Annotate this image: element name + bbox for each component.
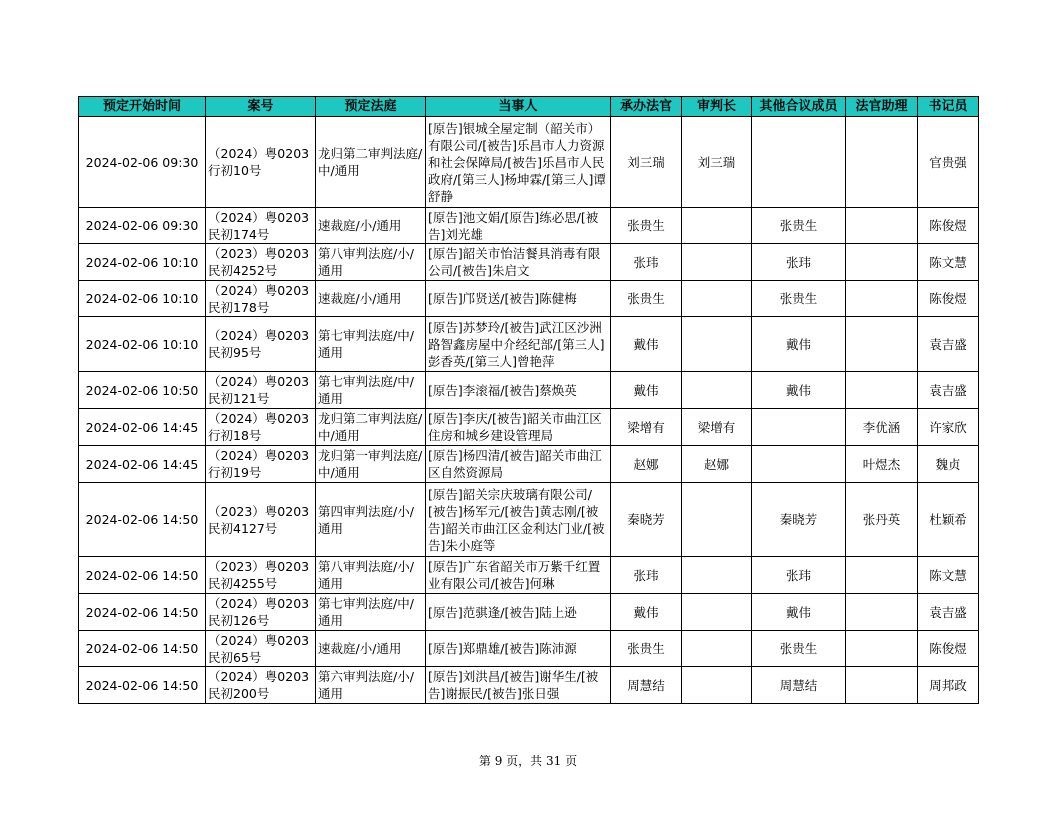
cell-chief-judge <box>682 667 752 704</box>
cell-judge-assistant <box>846 667 918 704</box>
page-number: 第 9 页，共 31 页 <box>478 754 578 768</box>
cell-chief-judge <box>682 244 752 281</box>
table-row <box>79 244 979 281</box>
cell-clerk: 陈俊煜 <box>918 631 979 667</box>
cell-scheduled-time: 2024-02-06 10:10 <box>79 317 206 372</box>
cell-judge-assistant: 张丹英 <box>846 483 918 557</box>
cell-clerk: 陈文慧 <box>918 557 979 594</box>
header-presiding-judge: 承办法官 <box>611 97 682 117</box>
cell-chief-judge <box>682 317 752 372</box>
cell-panel-members: 周慧结 <box>752 667 846 704</box>
cell-clerk: 陈俊煜 <box>918 281 979 317</box>
cell-panel-members: 秦晓芳 <box>752 483 846 557</box>
cell-presiding-judge: 戴伟 <box>611 372 682 409</box>
cell-panel-members: 张玮 <box>752 557 846 594</box>
cell-chief-judge <box>682 208 752 244</box>
cell-courtroom: 第七审判法庭/中/通用 <box>316 317 426 372</box>
cell-presiding-judge: 张贵生 <box>611 208 682 244</box>
cell-clerk: 陈文慧 <box>918 244 979 281</box>
cell-judge-assistant: 叶煜杰 <box>846 446 918 483</box>
cell-case-number: （2024）粤0203民初126号 <box>206 594 316 631</box>
table-row <box>79 631 979 667</box>
cell-chief-judge: 梁增有 <box>682 409 752 446</box>
cell-parties: [原告]李庆/[被告]韶关市曲江区住房和城乡建设管理局 <box>426 409 611 446</box>
cell-chief-judge <box>682 372 752 409</box>
cell-case-number: （2024）粤0203民初174号 <box>206 208 316 244</box>
header-chief-judge: 审判长 <box>682 97 752 117</box>
cell-panel-members <box>752 446 846 483</box>
table-row <box>79 117 979 208</box>
cell-scheduled-time: 2024-02-06 14:45 <box>79 409 206 446</box>
table-row <box>79 372 979 409</box>
cell-chief-judge <box>682 557 752 594</box>
cell-parties: [原告]李滚福/[被告]蔡焕英 <box>426 372 611 409</box>
cell-panel-members <box>752 117 846 208</box>
cell-presiding-judge: 赵娜 <box>611 446 682 483</box>
cell-case-number: （2024）粤0203行初19号 <box>206 446 316 483</box>
cell-courtroom: 龙归第二审判法庭/中/通用 <box>316 409 426 446</box>
cell-case-number: （2024）粤0203民初65号 <box>206 631 316 667</box>
cell-clerk: 官贵强 <box>918 117 979 208</box>
cell-scheduled-time: 2024-02-06 10:10 <box>79 244 206 281</box>
cell-courtroom: 龙归第一审判法庭/中/通用 <box>316 446 426 483</box>
cell-parties: [原告]池文娟/[原告]练必思/[被告]刘光雄 <box>426 208 611 244</box>
cell-chief-judge: 赵娜 <box>682 446 752 483</box>
header-scheduled-time: 预定开始时间 <box>79 97 206 117</box>
cell-presiding-judge: 张贵生 <box>611 631 682 667</box>
cell-clerk: 袁吉盛 <box>918 594 979 631</box>
cell-panel-members: 戴伟 <box>752 317 846 372</box>
cell-case-number: （2024）粤0203民初200号 <box>206 667 316 704</box>
cell-judge-assistant <box>846 594 918 631</box>
cell-case-number: （2023）粤0203民初4127号 <box>206 483 316 557</box>
table-row <box>79 557 979 594</box>
cell-panel-members: 张贵生 <box>752 208 846 244</box>
cell-scheduled-time: 2024-02-06 10:10 <box>79 281 206 317</box>
cell-case-number: （2024）粤0203行初18号 <box>206 409 316 446</box>
cell-parties: [原告]广东省韶关市万紫千红置业有限公司/[被告]何琳 <box>426 557 611 594</box>
cell-scheduled-time: 2024-02-06 09:30 <box>79 208 206 244</box>
hearing-schedule-table <box>78 96 979 704</box>
table-header-row <box>79 97 979 117</box>
cell-clerk: 许家欣 <box>918 409 979 446</box>
cell-judge-assistant: 李优涵 <box>846 409 918 446</box>
cell-scheduled-time: 2024-02-06 14:45 <box>79 446 206 483</box>
cell-presiding-judge: 梁增有 <box>611 409 682 446</box>
cell-case-number: （2023）粤0203民初4252号 <box>206 244 316 281</box>
table-row <box>79 667 979 704</box>
header-courtroom: 预定法庭 <box>316 97 426 117</box>
cell-chief-judge <box>682 594 752 631</box>
cell-clerk: 魏贞 <box>918 446 979 483</box>
cell-presiding-judge: 戴伟 <box>611 317 682 372</box>
table-row <box>79 317 979 372</box>
cell-presiding-judge: 张贵生 <box>611 281 682 317</box>
cell-parties: [原告]郑鼎雄/[被告]陈沛源 <box>426 631 611 667</box>
cell-clerk: 袁吉盛 <box>918 372 979 409</box>
cell-scheduled-time: 2024-02-06 14:50 <box>79 557 206 594</box>
cell-parties: [原告]范骐逢/[被告]陆上逊 <box>426 594 611 631</box>
cell-clerk: 杜颖希 <box>918 483 979 557</box>
cell-judge-assistant <box>846 208 918 244</box>
cell-parties: [原告]刘洪昌/[被告]谢华生/[被告]谢振民/[被告]张日强 <box>426 667 611 704</box>
header-parties: 当事人 <box>426 97 611 117</box>
cell-panel-members: 张贵生 <box>752 631 846 667</box>
table-row <box>79 409 979 446</box>
table-row <box>79 483 979 557</box>
cell-judge-assistant <box>846 281 918 317</box>
cell-chief-judge: 刘三瑞 <box>682 117 752 208</box>
cell-courtroom: 第八审判法庭/小/通用 <box>316 244 426 281</box>
header-judge-assistant: 法官助理 <box>846 97 918 117</box>
cell-parties: [原告]韶关宗庆玻璃有限公司/[被告]杨军元/[被告]黄志刚/[被告]韶关市曲江区金利达门业/[被告]朱小庭等 <box>426 483 611 557</box>
cell-chief-judge <box>682 631 752 667</box>
cell-judge-assistant <box>846 372 918 409</box>
cell-courtroom: 第七审判法庭/中/通用 <box>316 594 426 631</box>
cell-panel-members: 戴伟 <box>752 372 846 409</box>
table-row <box>79 281 979 317</box>
cell-scheduled-time: 2024-02-06 14:50 <box>79 594 206 631</box>
cell-scheduled-time: 2024-02-06 14:50 <box>79 667 206 704</box>
header-clerk: 书记员 <box>918 97 979 117</box>
cell-courtroom: 第七审判法庭/中/通用 <box>316 372 426 409</box>
cell-chief-judge <box>682 483 752 557</box>
cell-scheduled-time: 2024-02-06 14:50 <box>79 631 206 667</box>
cell-panel-members: 张贵生 <box>752 281 846 317</box>
cell-case-number: （2024）粤0203行初10号 <box>206 117 316 208</box>
cell-clerk: 周邦政 <box>918 667 979 704</box>
cell-courtroom: 速裁庭/小/通用 <box>316 208 426 244</box>
cell-parties: [原告]银城全屋定制（韶关市）有限公司/[被告]乐昌市人力资源和社会保障局/[被告]乐昌市人民政府/[第三人]杨坤霖/[第三人]谭舒静 <box>426 117 611 208</box>
cell-chief-judge <box>682 281 752 317</box>
cell-panel-members: 张玮 <box>752 244 846 281</box>
cell-presiding-judge: 周慧结 <box>611 667 682 704</box>
cell-parties: [原告]杨四清/[被告]韶关市曲江区自然资源局 <box>426 446 611 483</box>
cell-case-number: （2024）粤0203民初95号 <box>206 317 316 372</box>
cell-judge-assistant <box>846 117 918 208</box>
cell-presiding-judge: 戴伟 <box>611 594 682 631</box>
cell-scheduled-time: 2024-02-06 09:30 <box>79 117 206 208</box>
cell-presiding-judge: 秦晓芳 <box>611 483 682 557</box>
cell-presiding-judge: 刘三瑞 <box>611 117 682 208</box>
cell-courtroom: 第六审判法庭/小/通用 <box>316 667 426 704</box>
cell-judge-assistant <box>846 244 918 281</box>
header-case-number: 案号 <box>206 97 316 117</box>
cell-case-number: （2024）粤0203民初178号 <box>206 281 316 317</box>
cell-panel-members <box>752 409 846 446</box>
header-panel-members: 其他合议成员 <box>752 97 846 117</box>
cell-courtroom: 速裁庭/小/通用 <box>316 281 426 317</box>
cell-presiding-judge: 张玮 <box>611 244 682 281</box>
cell-panel-members: 戴伟 <box>752 594 846 631</box>
cell-case-number: （2023）粤0203民初4255号 <box>206 557 316 594</box>
cell-presiding-judge: 张玮 <box>611 557 682 594</box>
cell-courtroom: 第四审判法庭/小/通用 <box>316 483 426 557</box>
cell-clerk: 袁吉盛 <box>918 317 979 372</box>
table-row <box>79 446 979 483</box>
cell-scheduled-time: 2024-02-06 10:50 <box>79 372 206 409</box>
cell-scheduled-time: 2024-02-06 14:50 <box>79 483 206 557</box>
cell-parties: [原告]韶关市怡洁餐具消毒有限公司/[被告]朱启文 <box>426 244 611 281</box>
cell-judge-assistant <box>846 631 918 667</box>
cell-courtroom: 第八审判法庭/小/通用 <box>316 557 426 594</box>
cell-case-number: （2024）粤0203民初121号 <box>206 372 316 409</box>
table-row <box>79 594 979 631</box>
cell-parties: [原告]邝贤送/[被告]陈健梅 <box>426 281 611 317</box>
cell-judge-assistant <box>846 557 918 594</box>
cell-parties: [原告]苏梦玲/[被告]武江区沙洲路智鑫房屋中介经纪部/[第三人]彭香英/[第三人]曾艳萍 <box>426 317 611 372</box>
cell-courtroom: 速裁庭/小/通用 <box>316 631 426 667</box>
cell-clerk: 陈俊煜 <box>918 208 979 244</box>
table-row <box>79 208 979 244</box>
cell-courtroom: 龙归第二审判法庭/中/通用 <box>316 117 426 208</box>
cell-judge-assistant <box>846 317 918 372</box>
